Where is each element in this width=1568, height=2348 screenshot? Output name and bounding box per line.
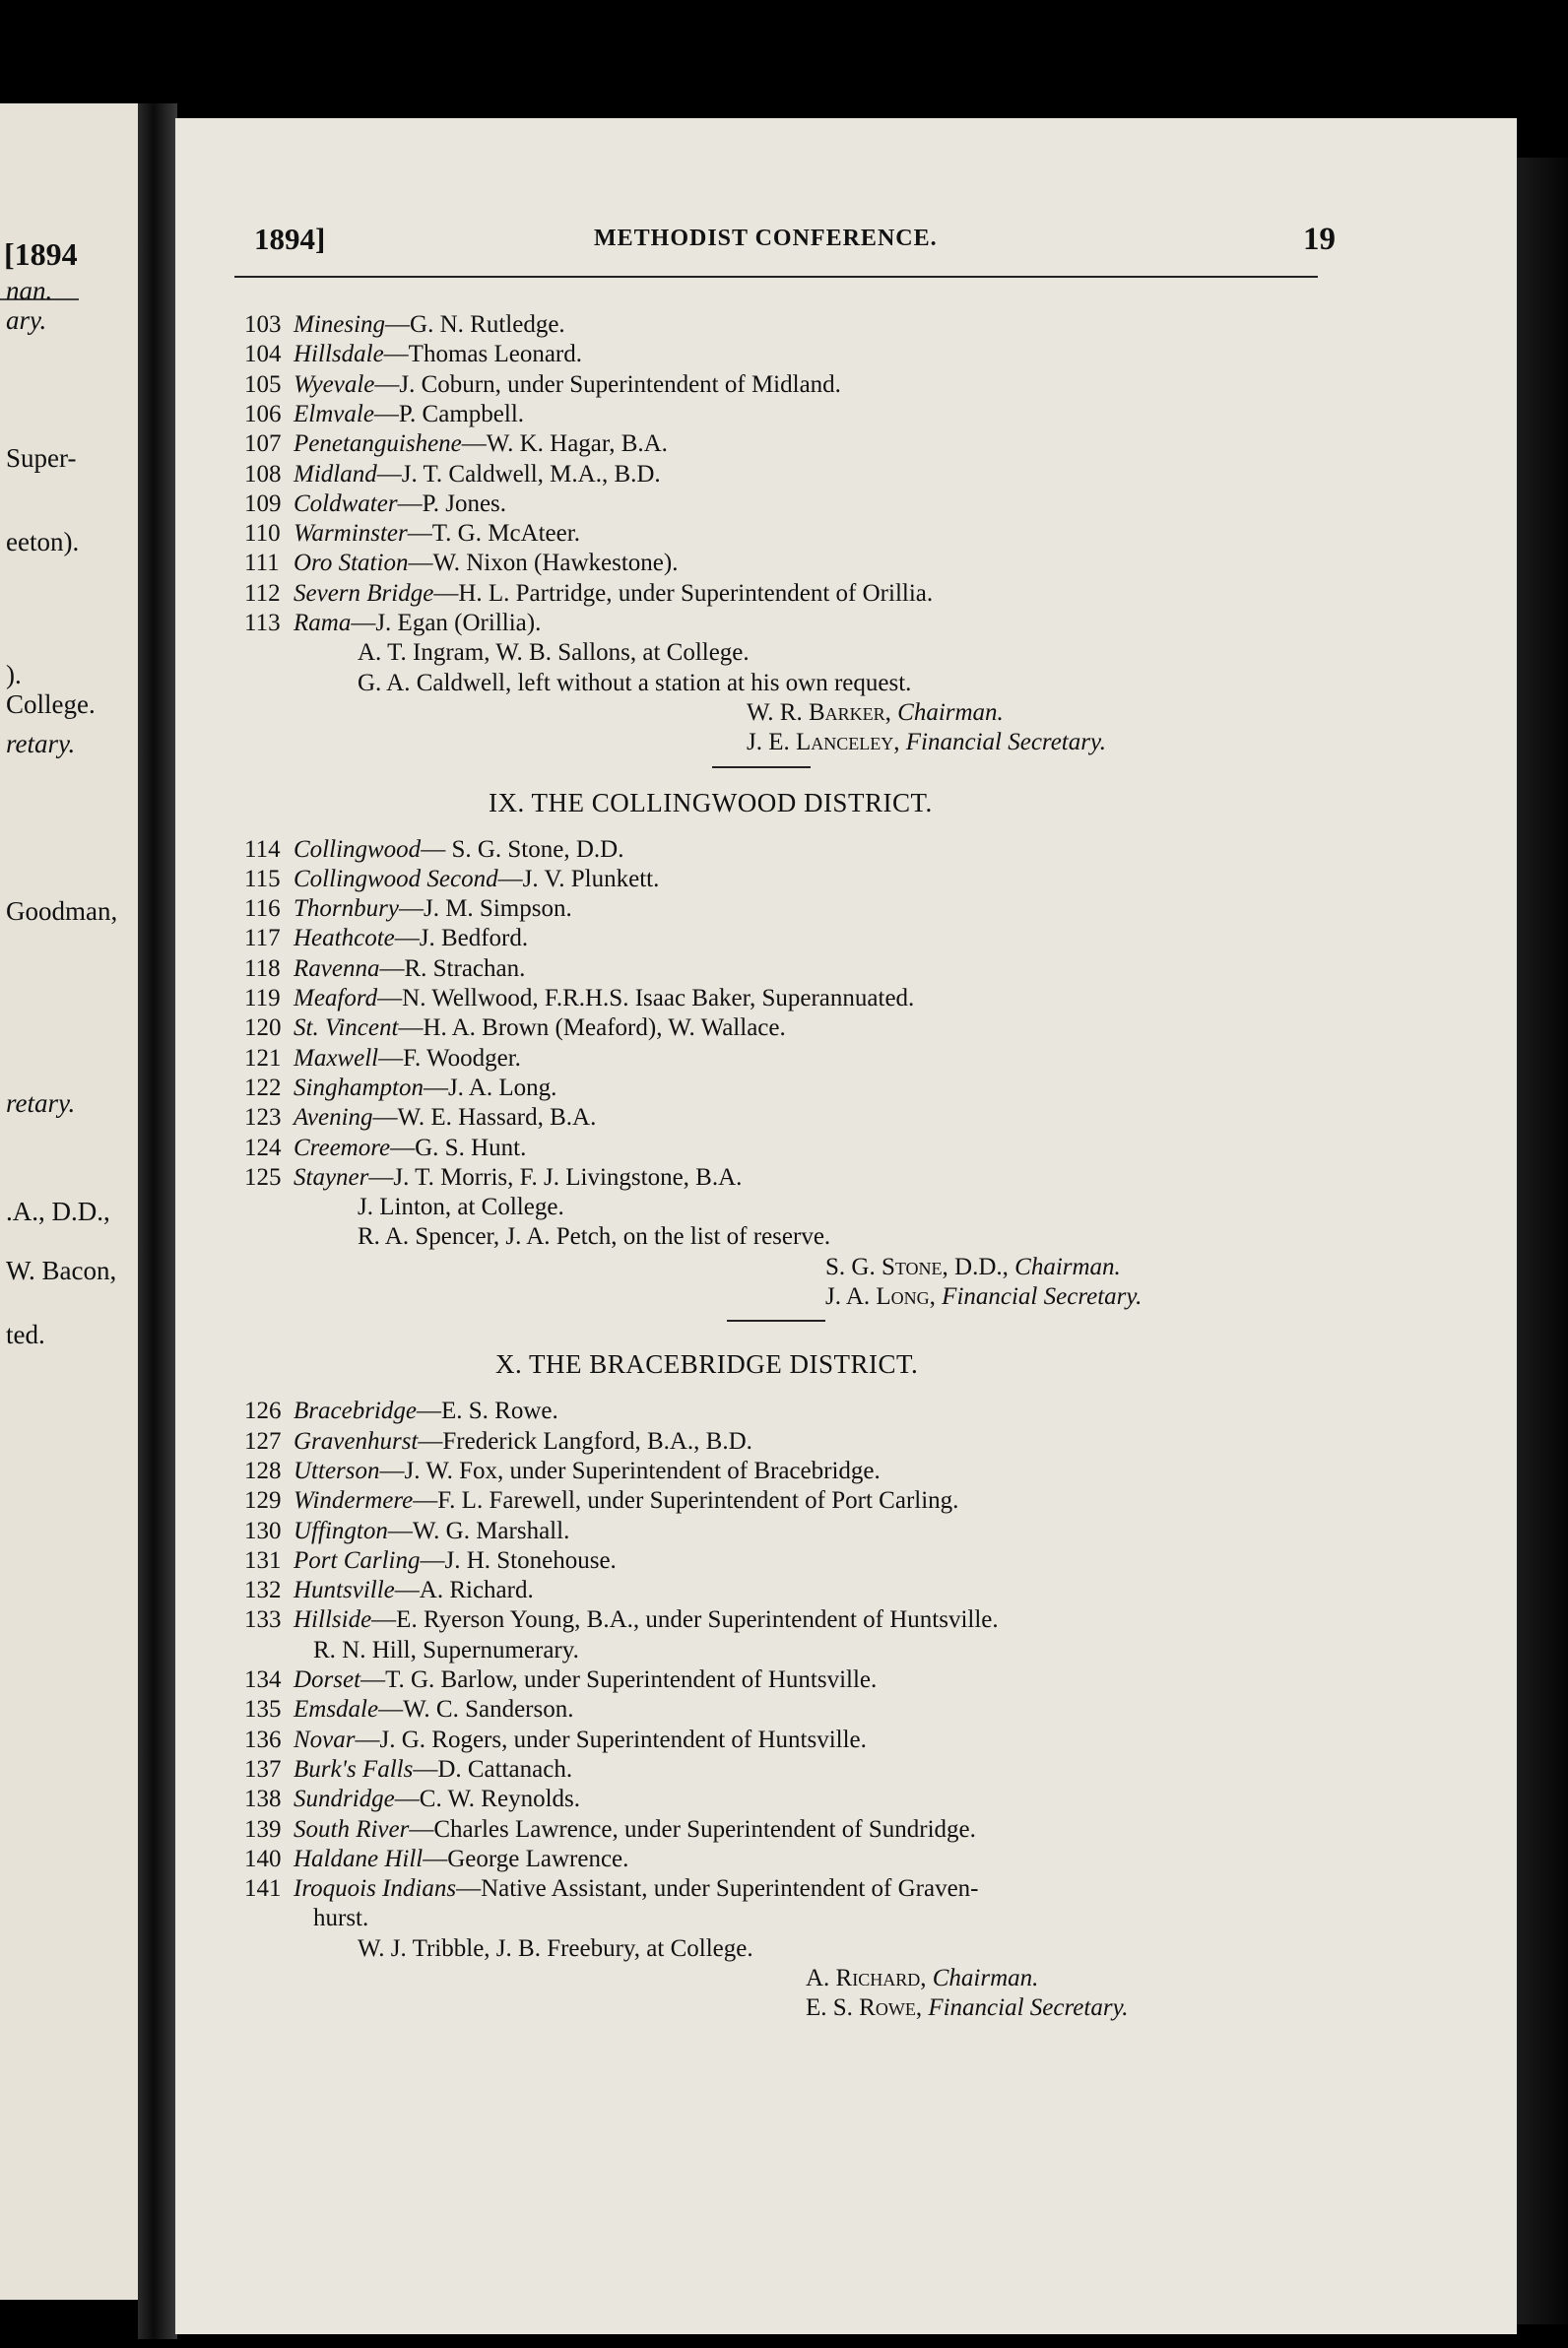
district-title: X. THE BRACEBRIDGE DISTRICT. — [495, 1349, 919, 1380]
minister-text: —J. M. Simpson. — [398, 895, 572, 923]
book-gutter — [138, 103, 177, 2339]
station-name: Wyevale — [294, 370, 375, 398]
entry-line — [244, 1874, 979, 1904]
entry-number: 127 — [244, 1427, 282, 1455]
entry-line — [244, 1457, 881, 1486]
header-title: METHODIST CONFERENCE. — [594, 226, 938, 251]
station-name: Coldwater — [294, 489, 398, 517]
minister-text: —J. W. Fox, under Superintendent of Bracebridge. — [379, 1457, 881, 1484]
signatory-role: Financial Secretary. — [905, 729, 1106, 756]
district-note: R. A. Spencer, J. A. Petch, on the list of reserve. — [358, 1223, 831, 1251]
station-name: Hillsdale — [294, 341, 384, 368]
minister-text: —W. E. Hassard, B.A. — [372, 1104, 597, 1132]
station-name: Novar — [294, 1726, 356, 1753]
previous-page-fragment: retary. — [6, 729, 76, 758]
station-name: Midland — [294, 460, 377, 488]
minister-text: —Frederick Langford, B.A., B.D. — [418, 1427, 752, 1455]
entry-line — [244, 370, 841, 400]
station-name: Uffington — [294, 1517, 388, 1544]
signatory-name: A. Richard, — [806, 1965, 933, 1991]
chairman-signature — [825, 1253, 1121, 1282]
signatory-role: Financial Secretary. — [942, 1283, 1143, 1310]
station-name: Burk's Falls — [294, 1755, 414, 1783]
entry-line — [244, 1815, 976, 1845]
entry-line — [244, 400, 524, 429]
minister-text: —G. S. Hunt. — [390, 1134, 527, 1161]
entry-number: 126 — [244, 1398, 282, 1425]
minister-text: R. N. Hill, Supernumerary. — [313, 1636, 579, 1663]
station-name: Severn Bridge — [294, 579, 434, 607]
minister-text: —J. G. Rogers, under Superintendent of Huntsville. — [355, 1726, 867, 1753]
signatory-role: Chairman. — [932, 1965, 1039, 1991]
district-note: W. J. Tribble, J. B. Freebury, at College. — [358, 1934, 753, 1962]
minister-text: —H. A. Brown (Meaford), W. Wallace. — [398, 1014, 786, 1042]
entry-line — [244, 1665, 877, 1695]
station-name: Warminster — [294, 520, 408, 548]
entry-line — [244, 579, 933, 609]
entry-line — [244, 460, 661, 489]
minister-text: —P. Jones. — [397, 489, 507, 517]
minister-text: —A. Richard. — [394, 1577, 534, 1604]
chairman-signature — [747, 698, 1004, 728]
entry-line — [244, 1726, 867, 1755]
page — [175, 118, 1517, 2334]
district-note: G. A. Caldwell, left without a station at his own request. — [358, 669, 912, 696]
minister-text: —Native Assistant, under Superintendent of Graven- — [456, 1875, 979, 1903]
minister-text: —N. Wellwood, F.R.H.S. Isaac Baker, Superannuated. — [377, 985, 915, 1011]
entry-number: 130 — [244, 1517, 282, 1544]
entry-line — [244, 865, 659, 894]
entry-line — [244, 1044, 521, 1074]
entry-line — [313, 1904, 368, 1933]
station-name: Iroquois Indians — [294, 1875, 457, 1903]
entry-number: 128 — [244, 1457, 282, 1484]
entry-number: 107 — [244, 430, 282, 458]
signatory-name: E. S. Rowe, — [806, 1994, 929, 2022]
station-name: Ravenna — [294, 954, 380, 982]
minister-text: —P. Campbell. — [373, 400, 525, 427]
entry-line — [244, 1163, 742, 1193]
minister-text: — S. G. Stone, D.D. — [421, 835, 624, 863]
minister-text: —J. Bedford. — [394, 925, 529, 952]
minister-text: —W. Nixon (Hawkestone). — [408, 550, 679, 577]
entry-number: 140 — [244, 1845, 282, 1872]
header-year: 1894] — [254, 222, 326, 256]
entry-number: 134 — [244, 1666, 282, 1693]
station-name: South River — [294, 1815, 410, 1843]
entry-number: 137 — [244, 1755, 282, 1783]
entry-number: 132 — [244, 1577, 282, 1604]
entry-number: 110 — [244, 520, 281, 548]
entry-line — [244, 1785, 580, 1814]
section-divider — [727, 1320, 825, 1322]
entry-number: 118 — [244, 954, 281, 982]
page-header — [254, 222, 1436, 271]
station-name: Singhampton — [294, 1074, 424, 1101]
minister-text: —J. H. Stonehouse. — [420, 1546, 617, 1574]
minister-text: —J. Coburn, under Superintendent of Midland. — [374, 370, 841, 398]
entry-number: 109 — [244, 489, 282, 517]
entry-number: 108 — [244, 460, 282, 488]
entry-number: 112 — [244, 579, 281, 607]
station-name: Dorset — [294, 1666, 361, 1693]
entry-line — [244, 954, 525, 984]
minister-text: —T. G. McAteer. — [407, 520, 580, 548]
previous-page-fragment: College. — [6, 689, 96, 719]
station-name: Collingwood — [294, 835, 422, 863]
station-name: Rama — [294, 610, 352, 636]
station-name: St. Vincent — [294, 1014, 399, 1042]
entry-line — [244, 1546, 617, 1576]
entry-line — [244, 835, 623, 865]
station-name: Oro Station — [294, 550, 409, 577]
entry-number: 113 — [244, 610, 281, 636]
district-title: IX. THE COLLINGWOOD DISTRICT. — [489, 787, 933, 817]
station-name: Elmvale — [294, 400, 374, 427]
minister-text: —J. A. Long. — [423, 1074, 557, 1101]
header-rule — [234, 276, 1318, 278]
entry-line — [244, 1695, 574, 1725]
minister-text: —J. T. Morris, F. J. Livingstone, B.A. — [368, 1163, 743, 1191]
station-name: Sundridge — [294, 1786, 395, 1813]
previous-page-strip — [0, 103, 138, 2300]
entry-number: 123 — [244, 1104, 282, 1132]
entry-line — [244, 340, 582, 369]
minister-text: —C. W. Reynolds. — [394, 1786, 581, 1813]
previous-page-fragment: eeton). — [6, 527, 80, 556]
entry-number: 141 — [244, 1875, 282, 1903]
minister-text: —G. N. Rutledge. — [385, 311, 565, 338]
signatory-role: Chairman. — [897, 698, 1004, 726]
minister-text: —Thomas Leonard. — [383, 341, 583, 368]
station-name: Gravenhurst — [294, 1427, 419, 1455]
station-name: Thornbury — [294, 895, 399, 923]
entry-line — [244, 1103, 596, 1133]
minister-text: —D. Cattanach. — [413, 1755, 573, 1783]
entry-number: 120 — [244, 1014, 282, 1042]
entry-number: 104 — [244, 341, 282, 368]
station-name: Avening — [294, 1104, 373, 1132]
station-name: Minesing — [294, 311, 386, 338]
signatory-name: J. A. Long, — [825, 1283, 943, 1310]
entry-number: 116 — [244, 895, 281, 923]
entry-line — [244, 519, 580, 549]
minister-text: —E. S. Rowe. — [416, 1398, 558, 1425]
signatory-role: Financial Secretary. — [928, 1994, 1129, 2022]
previous-page-fragment: Super- — [6, 443, 77, 473]
entry-line — [244, 1397, 558, 1426]
previous-page-fragment: Goodman, — [6, 896, 118, 926]
entry-number: 138 — [244, 1786, 282, 1813]
entry-line — [244, 1517, 569, 1546]
entry-number: 121 — [244, 1044, 282, 1072]
entry-number: 122 — [244, 1074, 282, 1101]
minister-text: —R. Strachan. — [379, 954, 526, 982]
secretary-signature — [825, 1282, 1142, 1312]
entry-line — [244, 1576, 534, 1605]
station-name: Windermere — [294, 1487, 414, 1515]
previous-page-fragment: ). — [6, 660, 22, 689]
page-edge — [1517, 158, 1568, 2324]
previous-page-fragment: retary. — [6, 1088, 76, 1118]
previous-page-fragment: ary. — [6, 305, 47, 335]
station-name: Haldane Hill — [294, 1845, 424, 1872]
minister-text: —Charles Lawrence, under Superintendent of Sundridge. — [409, 1815, 976, 1843]
station-name: Bracebridge — [294, 1398, 417, 1425]
entry-number: 135 — [244, 1696, 282, 1724]
minister-text: —W. C. Sanderson. — [378, 1696, 574, 1724]
page-number: 19 — [1303, 222, 1336, 257]
entry-number: 133 — [244, 1606, 282, 1634]
minister-text: —J. T. Caldwell, M.A., B.D. — [376, 460, 661, 488]
minister-text: —J. V. Plunkett. — [497, 865, 660, 892]
station-name: Creemore — [294, 1134, 391, 1161]
entry-line — [244, 1845, 628, 1874]
entry-number: 114 — [244, 835, 281, 863]
entry-number: 136 — [244, 1726, 282, 1753]
entry-line — [244, 549, 678, 578]
station-name: Utterson — [294, 1457, 380, 1484]
entry-line — [244, 1074, 556, 1103]
minister-text: —W. K. Hagar, B.A. — [461, 430, 668, 458]
entry-number: 117 — [244, 925, 281, 952]
entry-line — [244, 1605, 999, 1635]
station-name: Emsdale — [294, 1696, 379, 1724]
district-note: J. Linton, at College. — [358, 1194, 564, 1221]
station-name: Huntsville — [294, 1577, 395, 1604]
minister-text: —George Lawrence. — [423, 1845, 629, 1872]
minister-text: —H. L. Partridge, under Superintendent of Orillia. — [433, 579, 934, 607]
entry-line — [244, 1486, 958, 1516]
station-name: Penetanguishene — [294, 430, 462, 458]
secretary-signature — [806, 1993, 1129, 2023]
entry-number: 105 — [244, 370, 282, 398]
previous-page-year: [1894 — [4, 236, 78, 272]
minister-text: —T. G. Barlow, under Superintendent of Huntsville. — [360, 1666, 878, 1693]
station-name: Meaford — [294, 985, 378, 1011]
chairman-signature — [806, 1964, 1038, 1993]
station-name: Maxwell — [294, 1044, 379, 1072]
entry-number: 125 — [244, 1163, 282, 1191]
entry-number: 111 — [244, 550, 280, 577]
previous-page-fragment: W. Bacon, — [6, 1256, 117, 1285]
secretary-signature — [747, 728, 1106, 757]
entry-line — [244, 1134, 526, 1163]
minister-text: —J. Egan (Orillia). — [351, 610, 542, 636]
entry-line — [244, 1427, 752, 1457]
signatory-name: S. G. Stone, D.D., — [825, 1253, 1015, 1280]
entry-line — [244, 609, 541, 638]
entry-number: 106 — [244, 400, 282, 427]
entry-line — [244, 310, 565, 340]
station-name: Hillside — [294, 1606, 372, 1634]
entry-line — [244, 429, 668, 459]
station-name: Port Carling — [294, 1546, 421, 1574]
previous-page-fragment: ted. — [6, 1320, 45, 1349]
entry-number: 139 — [244, 1815, 282, 1843]
entry-line — [244, 924, 528, 953]
station-name: Stayner — [294, 1163, 369, 1191]
station-name: Collingwood Second — [294, 865, 498, 892]
entry-number: 103 — [244, 311, 282, 338]
entry-line — [244, 984, 914, 1013]
minister-text: —E. Ryerson Young, B.A., under Superintendent of Huntsville. — [371, 1606, 999, 1634]
previous-page-fragment: .A., D.D., — [6, 1197, 110, 1226]
district-note: A. T. Ingram, W. B. Sallons, at College. — [358, 639, 750, 667]
entry-number: 131 — [244, 1546, 282, 1574]
entry-line — [244, 1755, 572, 1785]
entry-number: 119 — [244, 985, 281, 1011]
minister-text: —F. Woodger. — [378, 1044, 521, 1072]
entry-line — [244, 894, 572, 924]
signatory-role: Chairman. — [1014, 1253, 1121, 1280]
signatory-name: J. E. Lanceley, — [747, 729, 906, 756]
minister-text: —W. G. Marshall. — [387, 1517, 570, 1544]
entry-line — [313, 1636, 579, 1665]
entry-number: 115 — [244, 865, 281, 892]
entry-number: 124 — [244, 1134, 282, 1161]
entry-line — [244, 1013, 786, 1043]
entry-number: 129 — [244, 1487, 282, 1515]
section-divider — [712, 766, 811, 768]
minister-text: —F. L. Farewell, under Superintendent of Port Carling. — [413, 1487, 959, 1515]
previous-page-fragment: nan. — [6, 276, 53, 305]
minister-text: hurst. — [313, 1905, 369, 1932]
entry-line — [244, 489, 506, 519]
signatory-name: W. R. Barker, — [747, 698, 898, 726]
station-name: Heathcote — [294, 925, 395, 952]
